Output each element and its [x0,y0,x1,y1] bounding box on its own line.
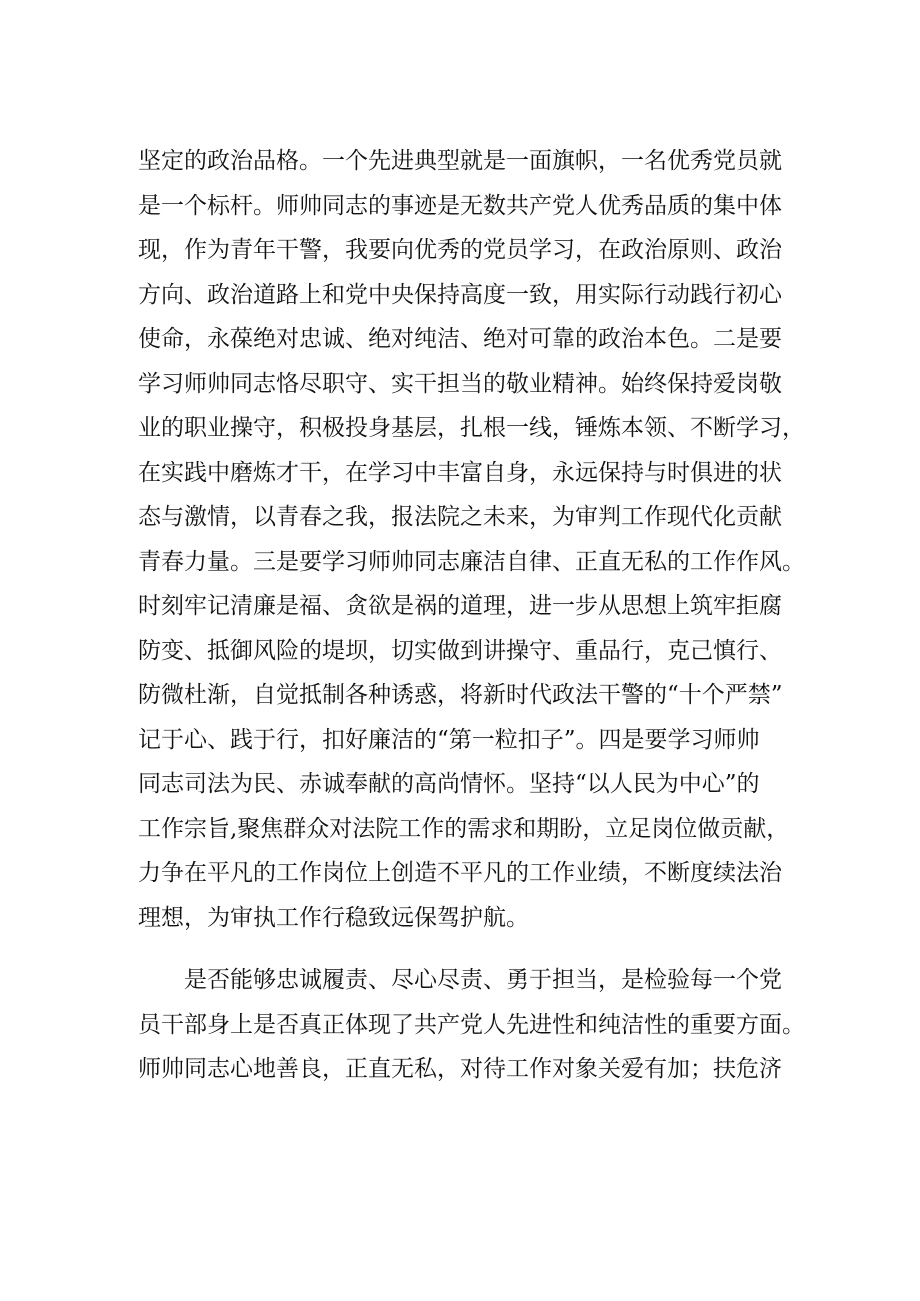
text-line: 理想，为审执工作行稳致远保驾护航。 [138,904,529,931]
text-line: 师帅同志心地善良，正直无私，对待工作对象关爱有加；扶危济 [138,1056,782,1082]
document-body [138,139,805,1092]
text-line: 时刻牢记清廉是福、贪欲是祸的道理，进一步从思想上筑牢拒腐 [138,593,782,619]
text-line: 青春力量。三是要学习师帅同志廉洁自律、正直无私的工作作风。 [138,548,805,575]
paragraph-2 [138,958,805,1092]
text-line: 是一个标杆。师帅同志的事迹是无数共产党人优秀品质的集中体 [138,192,782,219]
text-line: 态与激情，以青春之我，报法院之未来，为审判工作现代化贡献 [138,504,782,530]
paragraph-1 [138,139,805,940]
text-line: 坚定的政治品格。一个先进典型就是一面旗帜，一名优秀党员就 [138,148,782,174]
text-line: 现，作为青年干警，我要向优秀的党员学习，在政治原则、政治 [138,237,782,263]
text-line: 在实践中磨炼才干，在学习中丰富自身，永远保持与时俱进的状 [138,459,782,486]
text-line: 员干部身上是否真正体现了共产党人先进性和纯洁性的重要方面。 [138,1011,805,1038]
text-line: 是否能够忠诚履责、尽心尽责、勇于担当，是检验每一个党 [184,967,782,993]
text-line: 力争在平凡的工作岗位上创造不平凡的工作业绩，不断度续法治 [138,860,782,886]
text-line: 学习师帅同志恪尽职守、实干担当的敬业精神。始终保持爱岗敬 [138,370,782,397]
paragraph-gap [138,940,798,958]
text-line: 记于心、践于行，扣好廉洁的“第一粒扣子”。四是要学习师帅 [138,726,760,753]
text-line: 工作宗旨,聚焦群众对法院工作的需求和期盼，立足岗位做贡献， [138,815,790,842]
text-line: 同志司法为民、赤诚奉献的高尚情怀。坚持“以人民为中心”的 [138,771,760,797]
text-line: 防变、抵御风险的堤坝，切实做到讲操守、重品行，克己慎行、 [138,637,782,664]
text-line: 业的职业操守，积极投身基层，扎根一线，锤炼本领、不断学习， [138,415,805,441]
text-line: 使命，永葆绝对忠诚、绝对纯洁、绝对可靠的政治本色。二是要 [138,326,782,352]
text-line: 防微杜渐，自觉抵制各种诱惑，将新时代政法干警的“十个严禁” [138,682,783,708]
text-line: 方向、政治道路上和党中央保持高度一致，用实际行动践行初心 [138,281,782,308]
